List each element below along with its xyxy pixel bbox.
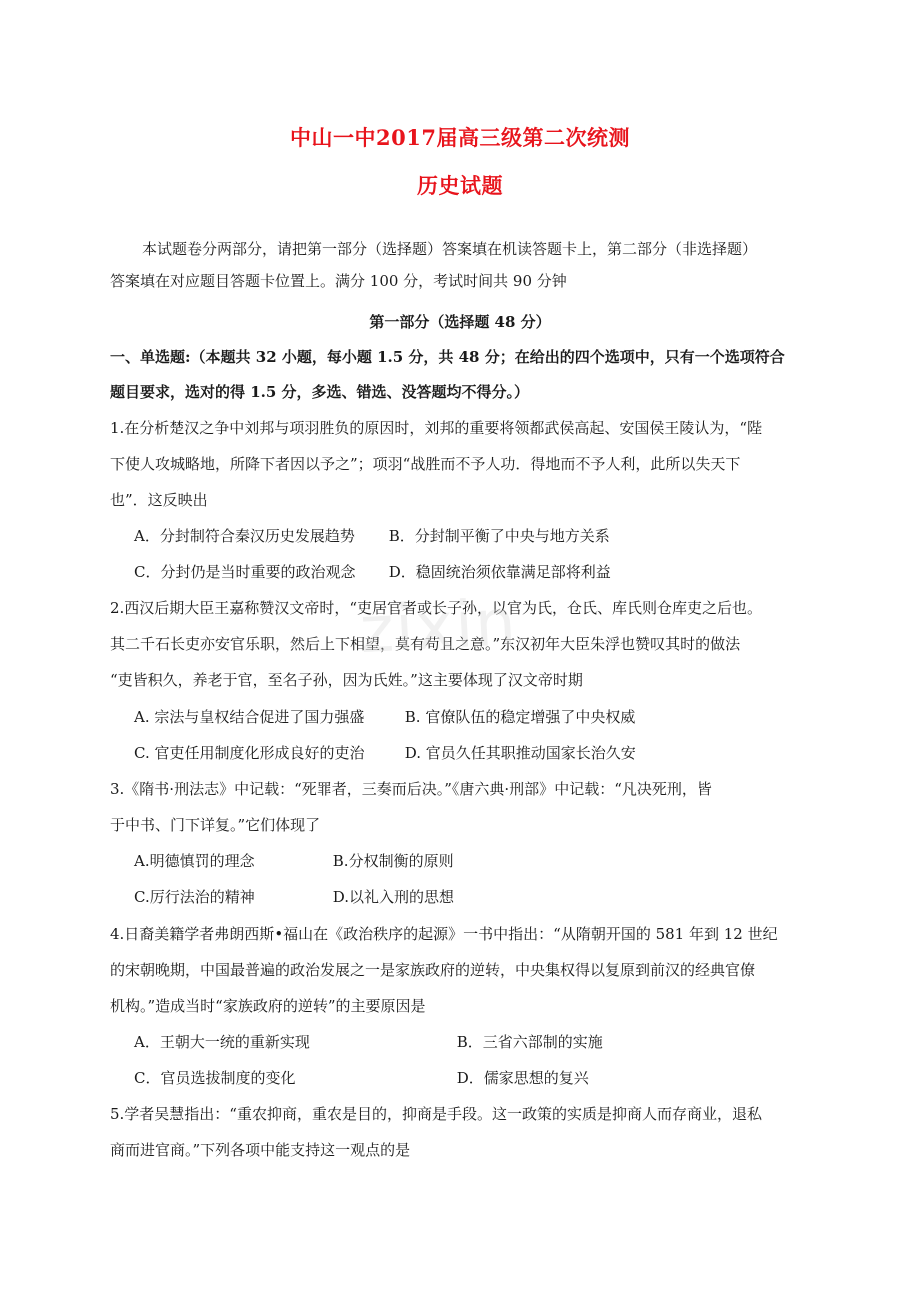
question-2-line-1: 2.西汉后期大臣王嘉称赞汉文帝时，“吏居官者或长子孙，以官为氏，仓氏、库氏则仓库吏之后也。	[110, 599, 762, 617]
question-3-option-b[interactable]: B.分权制衡的原则	[332, 852, 454, 870]
question-3-option-a[interactable]: A.明德慎罚的理念	[134, 852, 255, 870]
question-4-options-row-1	[134, 1032, 814, 1052]
intro-line-2: 答案填在对应题目答题卡位置上。满分 100 分，考试时间共 90 分钟	[110, 272, 567, 290]
section-instructions-2: 题目要求，选对的得 1.5 分，多选、错选、没答题均不得分。）	[110, 383, 530, 401]
question-5-line-2: 商而进官商。”下列各项中能支持这一观点的是	[110, 1141, 411, 1159]
question-3-line-2: 于中书、门下详复。”它们体现了	[110, 816, 321, 834]
question-2-option-b[interactable]: B. 官僚队伍的稳定增强了中央权威	[404, 708, 636, 726]
question-5-line-1: 5.学者吴慧指出：“重农抑商，重农是目的，抑商是手段。这一政策的实质是抑商人而存商业，退私	[110, 1105, 762, 1123]
question-3-line-1: 3.《隋书·刑法志》中记载：“死罪者，三奏而后决。”《唐六典·刑部》中记载：“凡决死刑，皆	[110, 780, 712, 798]
question-2-options-row-2	[134, 743, 814, 763]
question-1-option-b[interactable]: B．分封制平衡了中央与地方关系	[388, 527, 610, 545]
question-2-options-row-1	[134, 707, 814, 727]
exam-title: 中山一中2017届高三级第二次统测	[290, 125, 630, 150]
watermark-logo: zixin	[358, 585, 520, 669]
question-1-line-3: 也”．这反映出	[110, 491, 208, 509]
question-1-option-c[interactable]: C．分封仍是当时重要的政治观念	[134, 563, 356, 581]
question-3-options-row-1	[134, 851, 814, 871]
question-1-line-2: 下使人攻城略地，所降下者因以予之”；项羽“战胜而不予人功．得地而不予人利，此所以失天下	[110, 455, 741, 473]
question-1-option-d[interactable]: D．稳固统治须依靠满足部将利益	[388, 563, 611, 581]
question-2-option-a[interactable]: A. 宗法与皇权结合促进了国力强盛	[134, 708, 365, 726]
question-2-line-3: “吏皆积久，养老于官，至名子孙，因为氏姓。”这主要体现了汉文帝时期	[110, 671, 583, 689]
question-4-option-c[interactable]: C．官员选拔制度的变化	[134, 1069, 296, 1087]
question-4-option-a[interactable]: A．王朝大一统的重新实现	[134, 1033, 310, 1051]
question-4-option-d[interactable]: D．儒家思想的复兴	[456, 1069, 589, 1087]
question-2-option-d[interactable]: D. 官员久任其职推动国家长治久安	[404, 744, 636, 762]
question-4-options-row-2	[134, 1068, 814, 1088]
intro-line-1: 本试题卷分两部分，请把第一部分（选择题）答案填在机读答题卡上，第二部分（非选择题）	[142, 240, 758, 258]
question-1-line-1: 1.在分析楚汉之争中刘邦与项羽胜负的原因时，刘邦的重要将领都武侯高起、安国侯王陵认为，“陛	[110, 419, 762, 437]
section-heading: 第一部分（选择题 48 分）	[369, 313, 551, 331]
section-instructions-1: 一、单选题:（本题共 32 小题，每小题 1.5 分，共 48 分；在给出的四个选项中，只有一个选项符合	[110, 348, 785, 366]
question-2-line-2: 其二千石长吏亦安官乐职，然后上下相望，莫有苟且之意。”东汉初年大臣朱浮也赞叹其时的做法	[110, 635, 741, 653]
question-4-option-b[interactable]: B．三省六部制的实施	[456, 1033, 603, 1051]
question-1-options-row-1	[134, 526, 814, 546]
exam-subtitle: 历史试题	[417, 173, 503, 198]
question-4-line-2: 的宋朝晚期，中国最普遍的政治发展之一是家族政府的逆转，中央集权得以复原到前汉的经典官僚	[110, 961, 756, 979]
question-3-options-row-2	[134, 887, 814, 907]
question-4-line-1: 4.日裔美籍学者弗朗西斯•福山在《政治秩序的起源》一书中指出：“从隋朝开国的 581 年到 12 世纪	[110, 925, 778, 943]
question-1-options-row-2	[134, 562, 814, 582]
question-1-option-a[interactable]: A．分封制符合秦汉历史发展趋势	[134, 527, 355, 545]
question-3-option-c[interactable]: C.厉行法治的精神	[134, 888, 255, 906]
question-4-line-3: 机构。”造成当时“家族政府的逆转”的主要原因是	[110, 997, 426, 1015]
question-2-option-c[interactable]: C. 官吏任用制度化形成良好的吏治	[134, 744, 365, 762]
question-3-option-d[interactable]: D.以礼入刑的思想	[332, 888, 455, 906]
